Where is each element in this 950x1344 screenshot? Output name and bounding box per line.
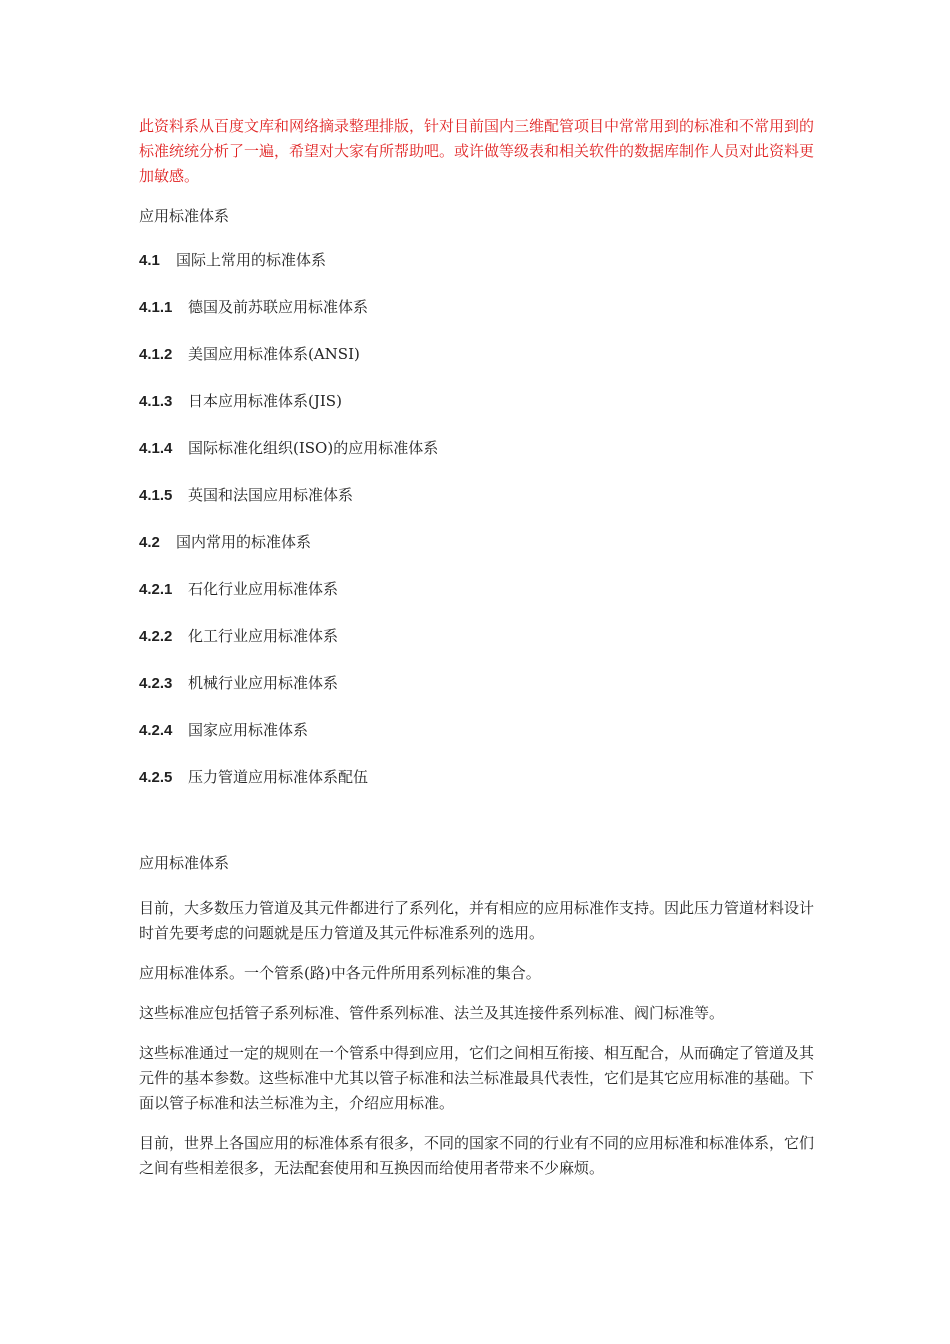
toc-item <box>139 766 819 813</box>
toc-item <box>139 531 819 578</box>
toc-item <box>139 249 819 296</box>
body-paragraph: 目前，大多数压力管道及其元件都进行了系列化，并有相应的应用标准作支持。因此压力管道材料设计时首先要考虑的问题就是压力管道及其元件标准系列的选用。 <box>139 899 815 942</box>
toc-title: 压力管道应用标准体系配伍 <box>188 768 369 786</box>
toc-title: 国家应用标准体系 <box>188 721 309 739</box>
toc-item <box>139 719 819 766</box>
toc-number: 4.2.4 <box>139 722 173 739</box>
toc-item <box>139 672 819 719</box>
toc-number: 4.1.4 <box>139 440 173 457</box>
toc-number: 4.1.3 <box>139 393 173 410</box>
toc-item <box>139 625 819 672</box>
toc-title: 德国及前苏联应用标准体系 <box>188 298 369 316</box>
toc-title: 化工行业应用标准体系 <box>188 627 339 645</box>
toc-item <box>139 343 819 390</box>
toc-item <box>139 578 819 625</box>
body-paragraph: 应用标准体系。一个管系(路)中各元件所用系列标准的集合。 <box>139 964 541 982</box>
toc-number: 4.1.5 <box>139 487 173 504</box>
toc-title: 机械行业应用标准体系 <box>188 674 339 692</box>
toc-title: 英国和法国应用标准体系 <box>188 486 354 504</box>
toc-number: 4.2.3 <box>139 675 173 692</box>
section-heading: 应用标准体系 <box>139 854 230 872</box>
toc-number: 4.2.5 <box>139 769 173 786</box>
body-paragraph: 这些标准通过一定的规则在一个管系中得到应用，它们之间相互衔接、相互配合，从而确定了管道及其元件的基本参数。这些标准中尤其以管子标准和法兰标准最具代表性，它们是其它应用标准的基础。下面以管子标准和法兰标准为主，介绍应用标准。 <box>139 1044 815 1112</box>
toc-item <box>139 296 819 343</box>
notice-paragraph: 此资料系从百度文库和网络摘录整理排版，针对目前国内三维配管项目中常常用到的标准和不常用到的标准统统分析了一遍，希望对大家有所帮助吧。或许做等级表和相关软件的数据库制作人员对此资料更加敏感。 <box>139 117 815 185</box>
toc-number: 4.1.2 <box>139 346 173 363</box>
toc-list <box>139 249 819 813</box>
body-paragraph: 这些标准应包括管子系列标准、管件系列标准、法兰及其连接件系列标准、阀门标准等。 <box>139 1004 725 1022</box>
toc-heading: 应用标准体系 <box>139 207 230 225</box>
toc-item <box>139 437 819 484</box>
toc-title: 国际上常用的标准体系 <box>176 251 327 269</box>
toc-item <box>139 484 819 531</box>
toc-item <box>139 390 819 437</box>
toc-number: 4.2 <box>139 534 160 551</box>
toc-title: 石化行业应用标准体系 <box>188 580 339 598</box>
toc-title: 日本应用标准体系(JIS) <box>188 392 342 410</box>
toc-number: 4.2.2 <box>139 628 173 645</box>
toc-title: 美国应用标准体系(ANSI) <box>188 345 360 363</box>
toc-number: 4.1 <box>139 252 160 269</box>
body-paragraph: 目前，世界上各国应用的标准体系有很多，不同的国家不同的行业有不同的应用标准和标准体系，它们之间有些相差很多，无法配套使用和互换因而给使用者带来不少麻烦。 <box>139 1134 815 1177</box>
toc-title: 国际标准化组织(ISO)的应用标准体系 <box>188 439 439 457</box>
toc-title: 国内常用的标准体系 <box>176 533 312 551</box>
toc-number: 4.1.1 <box>139 299 173 316</box>
toc-number: 4.2.1 <box>139 581 173 598</box>
section-spacer <box>139 813 819 851</box>
document-page <box>139 114 819 1196</box>
